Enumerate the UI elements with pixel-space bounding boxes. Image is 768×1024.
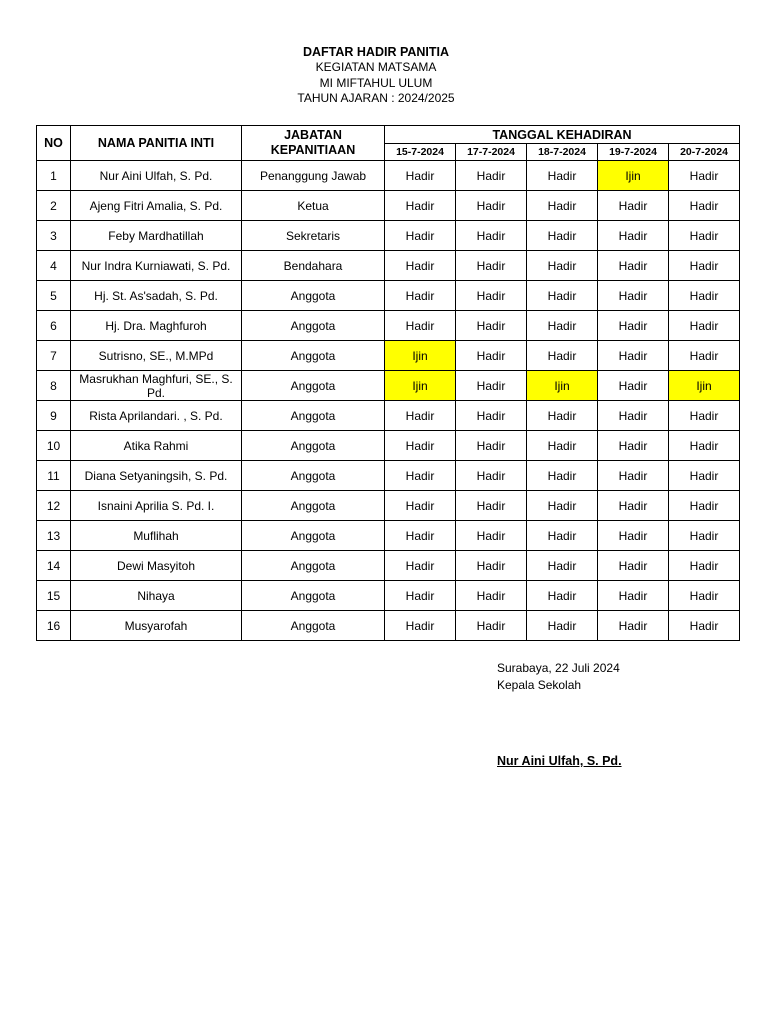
member-role: Bendahara xyxy=(242,251,385,281)
member-role: Anggota xyxy=(242,521,385,551)
attendance-cell: Hadir xyxy=(456,611,527,641)
attendance-cell: Hadir xyxy=(598,611,669,641)
attendance-cell: Hadir xyxy=(385,611,456,641)
header-name: NAMA PANITIA INTI xyxy=(71,126,242,161)
attendance-cell: Hadir xyxy=(598,221,669,251)
table-row xyxy=(37,251,740,281)
row-number: 3 xyxy=(37,221,71,251)
row-number: 11 xyxy=(37,461,71,491)
attendance-cell: Hadir xyxy=(598,461,669,491)
attendance-cell: Hadir xyxy=(385,281,456,311)
attendance-cell: Hadir xyxy=(385,521,456,551)
row-number: 2 xyxy=(37,191,71,221)
member-role: Anggota xyxy=(242,611,385,641)
attendance-cell: Hadir xyxy=(527,221,598,251)
member-name: Isnaini Aprilia S. Pd. I. xyxy=(71,491,242,521)
member-role: Anggota xyxy=(242,371,385,401)
member-name: Nihaya xyxy=(71,581,242,611)
header-date: 19-7-2024 xyxy=(598,144,669,161)
row-number: 12 xyxy=(37,491,71,521)
attendance-cell: Hadir xyxy=(669,221,740,251)
table-row xyxy=(37,371,740,401)
attendance-cell: Hadir xyxy=(385,251,456,281)
attendance-cell: Hadir xyxy=(385,161,456,191)
attendance-cell: Hadir xyxy=(456,521,527,551)
row-number: 14 xyxy=(37,551,71,581)
member-name: Nur Indra Kurniawati, S. Pd. xyxy=(71,251,242,281)
attendance-cell: Hadir xyxy=(385,461,456,491)
place-date: Surabaya, 22 Juli 2024 xyxy=(497,661,620,675)
attendance-cell: Hadir xyxy=(669,341,740,371)
attendance-cell: Hadir xyxy=(385,581,456,611)
attendance-cell: Hadir xyxy=(669,191,740,221)
activity-name: KEGIATAN MATSAMA xyxy=(315,60,437,74)
row-number: 4 xyxy=(37,251,71,281)
attendance-cell: Hadir xyxy=(598,551,669,581)
attendance-cell: Hadir xyxy=(527,281,598,311)
row-number: 1 xyxy=(37,161,71,191)
attendance-cell: Hadir xyxy=(669,551,740,581)
attendance-cell: Hadir xyxy=(456,191,527,221)
document-header xyxy=(0,44,752,107)
school-name: MI MIFTAHUL ULUM xyxy=(319,75,433,90)
attendance-cell: Hadir xyxy=(385,221,456,251)
attendance-cell: Hadir xyxy=(669,611,740,641)
member-role: Anggota xyxy=(242,341,385,371)
member-role: Sekretaris xyxy=(242,221,385,251)
member-name: Dewi Masyitoh xyxy=(71,551,242,581)
attendance-cell: Hadir xyxy=(669,311,740,341)
header-jabatan: JABATAN KEPANITIAAN xyxy=(242,126,385,161)
attendance-cell: Hadir xyxy=(456,461,527,491)
member-role: Anggota xyxy=(242,491,385,521)
attendance-cell: Hadir xyxy=(598,581,669,611)
attendance-cell: Hadir xyxy=(527,581,598,611)
attendance-cell: Hadir xyxy=(527,191,598,221)
member-role: Anggota xyxy=(242,281,385,311)
header-date: 18-7-2024 xyxy=(527,144,598,161)
attendance-cell: Hadir xyxy=(598,371,669,401)
attendance-cell: Hadir xyxy=(598,341,669,371)
row-number: 16 xyxy=(37,611,71,641)
attendance-cell: Hadir xyxy=(385,491,456,521)
attendance-cell: Hadir xyxy=(527,341,598,371)
member-name: Diana Setyaningsih, S. Pd. xyxy=(71,461,242,491)
member-name: Musyarofah xyxy=(71,611,242,641)
attendance-cell: Hadir xyxy=(669,431,740,461)
attendance-cell: Hadir xyxy=(527,401,598,431)
table-row xyxy=(37,581,740,611)
member-name: Atika Rahmi xyxy=(71,431,242,461)
attendance-cell: Hadir xyxy=(669,251,740,281)
row-number: 8 xyxy=(37,371,71,401)
attendance-cell: Hadir xyxy=(669,281,740,311)
attendance-cell: Hadir xyxy=(527,251,598,281)
attendance-cell: Hadir xyxy=(527,521,598,551)
attendance-cell: Hadir xyxy=(598,281,669,311)
signer-position: Kepala Sekolah xyxy=(497,678,582,692)
attendance-cell: Hadir xyxy=(669,161,740,191)
attendance-cell: Hadir xyxy=(456,431,527,461)
row-number: 9 xyxy=(37,401,71,431)
member-name: Sutrisno, SE., M.MPd xyxy=(71,341,242,371)
attendance-cell: Hadir xyxy=(456,221,527,251)
table-row xyxy=(37,521,740,551)
attendance-cell: Hadir xyxy=(527,431,598,461)
attendance-cell: Hadir xyxy=(527,461,598,491)
row-number: 15 xyxy=(37,581,71,611)
row-number: 13 xyxy=(37,521,71,551)
table-row xyxy=(37,431,740,461)
attendance-cell: Ijin xyxy=(598,161,669,191)
table-row xyxy=(37,221,740,251)
member-role: Ketua xyxy=(242,191,385,221)
member-role: Anggota xyxy=(242,431,385,461)
table-row xyxy=(37,401,740,431)
table-row xyxy=(37,161,740,191)
table-row xyxy=(37,191,740,221)
attendance-cell: Ijin xyxy=(527,371,598,401)
attendance-cell: Hadir xyxy=(598,401,669,431)
table-row xyxy=(37,311,740,341)
attendance-cell: Ijin xyxy=(385,371,456,401)
signer-name: Nur Aini Ulfah, S. Pd. xyxy=(497,754,622,768)
member-name: Hj. St. As'sadah, S. Pd. xyxy=(71,281,242,311)
attendance-cell: Hadir xyxy=(385,431,456,461)
attendance-cell: Hadir xyxy=(456,401,527,431)
attendance-cell: Hadir xyxy=(598,491,669,521)
attendance-cell: Hadir xyxy=(669,491,740,521)
header-date: 20-7-2024 xyxy=(669,144,740,161)
attendance-cell: Hadir xyxy=(527,491,598,521)
table-row xyxy=(37,611,740,641)
table-row xyxy=(37,461,740,491)
attendance-cell: Hadir xyxy=(598,191,669,221)
attendance-cell: Hadir xyxy=(456,161,527,191)
row-number: 7 xyxy=(37,341,71,371)
member-name: Rista Aprilandari. , S. Pd. xyxy=(71,401,242,431)
attendance-cell: Hadir xyxy=(456,551,527,581)
member-role: Anggota xyxy=(242,311,385,341)
attendance-cell: Hadir xyxy=(456,581,527,611)
attendance-cell: Hadir xyxy=(385,401,456,431)
member-role: Anggota xyxy=(242,401,385,431)
member-role: Penanggung Jawab xyxy=(242,161,385,191)
attendance-cell: Hadir xyxy=(527,161,598,191)
document-title: DAFTAR HADIR PANITIA xyxy=(302,45,450,59)
attendance-cell: Hadir xyxy=(669,581,740,611)
attendance-cell: Ijin xyxy=(669,371,740,401)
row-number: 5 xyxy=(37,281,71,311)
member-name: Muflihah xyxy=(71,521,242,551)
member-role: Anggota xyxy=(242,581,385,611)
header-tanggal: TANGGAL KEHADIRAN xyxy=(385,126,740,144)
member-name: Masrukhan Maghfuri, SE., S. Pd. xyxy=(71,371,242,401)
row-number: 6 xyxy=(37,311,71,341)
attendance-table xyxy=(36,125,740,641)
row-number: 10 xyxy=(37,431,71,461)
attendance-cell: Hadir xyxy=(456,311,527,341)
attendance-cell: Hadir xyxy=(456,491,527,521)
attendance-cell: Hadir xyxy=(527,311,598,341)
attendance-cell: Hadir xyxy=(456,341,527,371)
table-row xyxy=(37,341,740,371)
attendance-cell: Hadir xyxy=(669,461,740,491)
table-row xyxy=(37,281,740,311)
member-role: Anggota xyxy=(242,551,385,581)
header-date: 15-7-2024 xyxy=(385,144,456,161)
attendance-cell: Hadir xyxy=(598,311,669,341)
attendance-cell: Hadir xyxy=(385,551,456,581)
attendance-cell: Hadir xyxy=(527,611,598,641)
member-role: Anggota xyxy=(242,461,385,491)
member-name: Ajeng Fitri Amalia, S. Pd. xyxy=(71,191,242,221)
header-date: 17-7-2024 xyxy=(456,144,527,161)
attendance-cell: Ijin xyxy=(385,341,456,371)
signature-block xyxy=(497,660,620,694)
attendance-cell: Hadir xyxy=(669,521,740,551)
attendance-cell: Hadir xyxy=(385,311,456,341)
member-name: Nur Aini Ulfah, S. Pd. xyxy=(71,161,242,191)
header-no: NO xyxy=(37,126,71,161)
attendance-cell: Hadir xyxy=(598,431,669,461)
attendance-cell: Hadir xyxy=(456,281,527,311)
attendance-cell: Hadir xyxy=(598,251,669,281)
attendance-cell: Hadir xyxy=(598,521,669,551)
table-row xyxy=(37,551,740,581)
attendance-cell: Hadir xyxy=(456,371,527,401)
table-row xyxy=(37,491,740,521)
attendance-cell: Hadir xyxy=(527,551,598,581)
member-name: Hj. Dra. Maghfuroh xyxy=(71,311,242,341)
member-name: Feby Mardhatillah xyxy=(71,221,242,251)
attendance-cell: Hadir xyxy=(669,401,740,431)
academic-year: TAHUN AJARAN : 2024/2025 xyxy=(297,91,455,105)
attendance-cell: Hadir xyxy=(385,191,456,221)
attendance-cell: Hadir xyxy=(456,251,527,281)
